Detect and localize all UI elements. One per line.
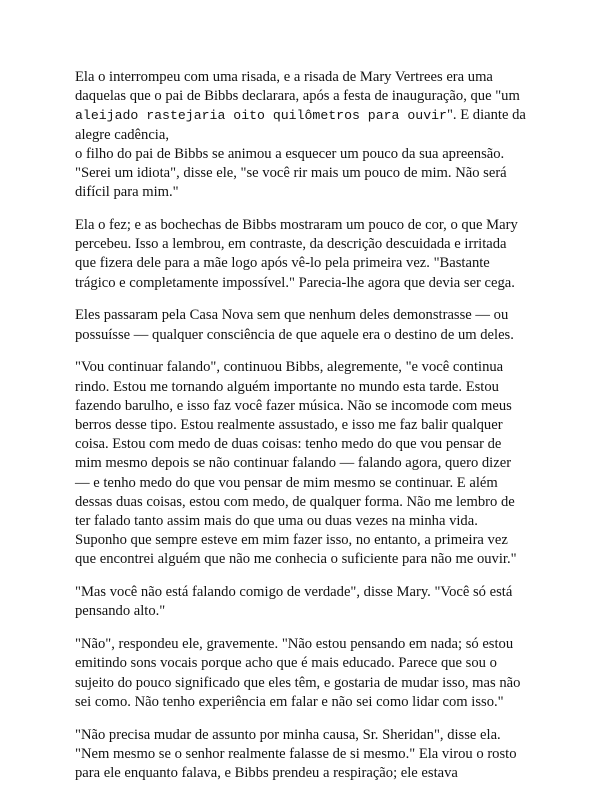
paragraph-4: "Vou continuar falando", continuou Bibbs, alegremente, "e você continua rindo. Estou me tornando alguém importante no mundo esta tarde. Estou fazendo barulho, e isso faz você fazer música. Não se incomode com meus berros desse tipo. Estou realmente assustado, e isso me faz balir qualquer coisa. Estou com medo de duas coisas: tenho medo do que vou pensar de mim mesmo depois se não continuar falando — falando agora, quero dizer — e tenho medo do que vou pensar de mim mesmo se continuar. E além dessas duas coisas, estou com medo, de qualquer forma. Não me lembro de ter falado tanto assim mais do que uma ou duas vezes na minha vida. Suponho que sempre esteve em mim fazer isso, no entanto, a primeira vez que encontrei alguém que não me conhecia o suficiente para não me ouvir." [75,359,517,568]
paragraph-1-monospace-quote: aleijado rastejaria oito quilômetros para ouvir [75,108,447,124]
paragraph-1-text-end: ". E diante da alegre cadência, o filho do pai de Bibbs se animou a esquecer um pouco da sua apreensão. "Serei um idiota", disse ele, "se você rir mais um pouco de mim. Não será difícil para mim." [75,107,526,201]
document-page [75,68,537,797]
paragraph-1 [75,68,537,202]
paragraph-6: "Não", respondeu ele, gravemente. "Não estou pensando em nada; só estou emitindo sons vocais porque acho que é mais educado. Parece que sou o sujeito do pouco significado que eles têm, e gostaria de mudar isso, mas não sei como. Não tenho experiência em falar e não sei como lidar com isso." [75,636,521,710]
paragraph-3: Eles passaram pela Casa Nova sem que nenhum deles demonstrasse — ou possuísse — qualquer consciência de que aquele era o destino de um deles. [75,307,514,343]
paragraph-2: Ela o fez; e as bochechas de Bibbs mostraram um pouco de cor, o que Mary percebeu. Isso a lembrou, em contraste, da descrição descuidada e irritada que fizera dele para a mãe logo após vê-lo pela primeira vez. "Bastante trágico e completamente impossível." Parecia-lhe agora que devia ser cega. [75,217,518,291]
paragraph-7: "Não precisa mudar de assunto por minha causa, Sr. Sheridan", disse ela. "Nem mesmo se o senhor realmente falasse de si mesmo." Ela virou o rosto para ele enquanto falava, e Bibbs prendeu a respiração; ele estava [75,726,517,782]
paragraph-5: "Mas você não está falando comigo de verdade", disse Mary. "Você só está pensando alto." [75,584,513,620]
paragraph-1-text-start: Ela o interrompeu com uma risada, e a risada de Mary Vertrees era uma daquelas que o pai de Bibbs declarara, após a festa de inauguração, que "um [75,69,520,105]
